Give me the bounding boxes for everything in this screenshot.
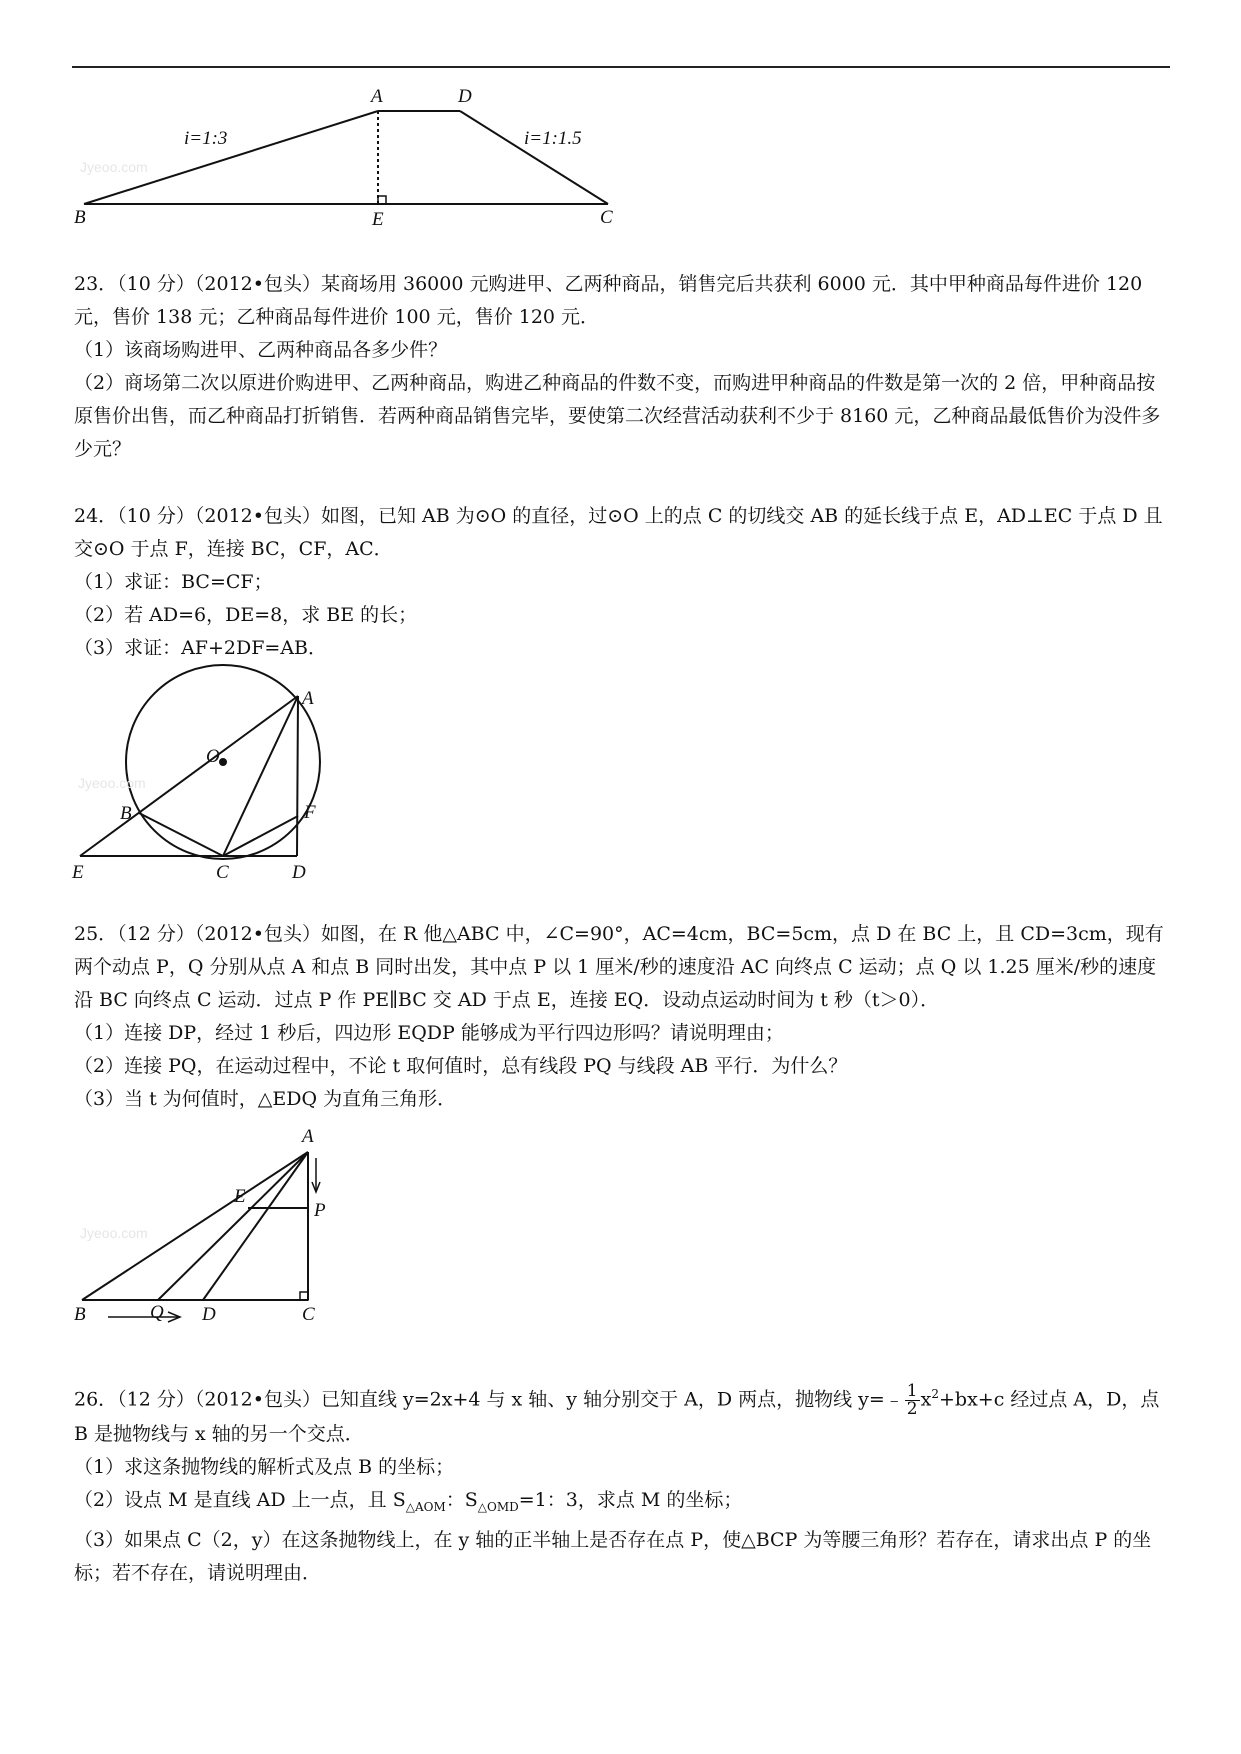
question-23 xyxy=(74,268,1168,466)
segment-AD xyxy=(297,696,298,856)
figure-circle xyxy=(60,670,360,890)
q26-part2-b: ：S xyxy=(445,1488,478,1511)
label-E: E xyxy=(72,862,84,883)
label-B: B xyxy=(120,803,132,824)
q24-part-1: （1）求证：BC=CF； xyxy=(74,571,273,593)
q26-part2-sub-omd: △OMD xyxy=(477,1499,519,1514)
segment-AD xyxy=(203,1152,308,1300)
q26-stem-c: +bx+c 经过点 A，D，点 B 是抛物线与 x 轴的另一个交点． xyxy=(74,1388,1160,1445)
label-B: B xyxy=(74,1304,86,1325)
q23-part-1: （1）该商场购进甲、乙两种商品各多少件？ xyxy=(74,339,448,361)
header-rule xyxy=(72,66,1170,68)
watermark: Jyeoo.com xyxy=(80,159,148,175)
right-angle-mark xyxy=(300,1292,308,1300)
q25-part-3: （3）当 t 为何值时，△EDQ 为直角三角形． xyxy=(74,1088,457,1110)
segment-AC xyxy=(223,696,298,856)
q25-stem: 25．（12 分）（2012•包头）如图，在 R 他△ABC 中，∠C=90°，AC=4cm，BC=5cm，点 D 在 BC 上，且 CD=3cm，现有两个动点 P，Q 分别从点 A 和点 B 同时出发，其中点 P 以 1 厘米/秒的速度沿 AC 向终点 C 运动；点 Q 以 1.25 厘米/秒的速度沿 BC 向终点 C 运动．过点 P 作 PE∥BC 交 AD 于点 E，连接 EQ．设动点运动时间为 t 秒（t＞0）． xyxy=(74,923,1164,1011)
center-O-dot xyxy=(219,758,227,766)
q24-part-3: （3）求证：AF+2DF=AB． xyxy=(74,637,328,659)
q26-part-1: （1）求这条抛物线的解析式及点 B 的坐标； xyxy=(74,1455,455,1478)
q26-part2-c: =1：3，求点 M 的坐标； xyxy=(518,1488,743,1511)
q26-part-3: （3）如果点 C（2，y）在这条抛物线上，在 y 轴的正半轴上是否存在点 P，使△BCP 为等腰三角形？若存在，请求出点 P 的坐标；若不存在，请说明理由． xyxy=(74,1528,1152,1584)
q26-part-2 xyxy=(74,1484,1168,1524)
label-D: D xyxy=(292,862,306,883)
slope-left-label: i=1:3 xyxy=(184,128,228,149)
q23-part-2: （2）商场第二次以原进价购进甲、乙两种商品，购进乙种商品的件数不变，而购进甲种商品的件数是第一次的 2 倍，甲种商品按原售价出售，而乙种商品打折销售．若两种商品销售完毕，要使第二次经营活动获利不少于 8160 元，乙种商品最低售价为没件多少元？ xyxy=(74,372,1161,460)
figure-triangle xyxy=(60,1120,360,1340)
label-P: P xyxy=(314,1200,326,1221)
q26-part2-sub-aom: △AOM xyxy=(405,1499,446,1514)
q24-stem: 24．（10 分）（2012•包头）如图，已知 AB 为⊙O 的直径，过⊙O 上的点 C 的切线交 AB 的延长线于点 E，AD⊥EC 于点 D 且交⊙O 于点 F，连接 BC，CF，AC． xyxy=(74,505,1163,560)
slope-right-label: i=1:1.5 xyxy=(524,128,582,149)
label-Q: Q xyxy=(150,1302,164,1323)
question-24 xyxy=(74,500,1168,665)
label-C: C xyxy=(600,207,613,228)
label-A: A xyxy=(371,86,383,107)
label-C: C xyxy=(302,1304,315,1325)
watermark: Jyeoo.com xyxy=(80,1225,148,1241)
figure-slope xyxy=(60,80,660,240)
q25-part-2: （2）连接 PQ，在运动过程中，不论 t 取何值时，总有线段 PQ 与线段 AB 平行．为什么？ xyxy=(74,1055,848,1077)
label-F: F xyxy=(304,802,316,823)
q26-exponent: 2 xyxy=(931,1387,939,1401)
q24-part-2: （2）若 AD=6，DE=8，求 BE 的长； xyxy=(74,604,418,626)
fraction-numerator: 1 xyxy=(906,1380,918,1401)
label-B: B xyxy=(74,207,86,228)
q26-part2-a: （2）设点 M 是直线 AD 上一点，且 S xyxy=(74,1488,406,1511)
label-D: D xyxy=(458,86,472,107)
label-D: D xyxy=(202,1304,216,1325)
q26-stem-b: x xyxy=(920,1388,932,1411)
q25-part-1: （1）连接 DP，经过 1 秒后，四边形 EQDP 能够成为平行四边形吗？请说明理由； xyxy=(74,1022,784,1044)
q23-stem: 23．（10 分）（2012•包头）某商场用 36000 元购进甲、乙两种商品，销售完后共获利 6000 元．其中甲种商品每件进价 120 元，售价 138 元；乙种商品每件进价 100 元，售价 120 元． xyxy=(74,273,1143,328)
label-A: A xyxy=(302,688,314,709)
label-E: E xyxy=(234,1186,246,1207)
segment-BA xyxy=(84,111,378,204)
fraction-denominator: 2 xyxy=(906,1398,918,1419)
q26-stem-a: 26．（12 分）（2012•包头）已知直线 y=2x+4 与 x 轴、y 轴分别交于 A，D 两点，抛物线 y=﹣ xyxy=(74,1388,904,1411)
segment-DC xyxy=(460,111,608,204)
question-25 xyxy=(74,918,1168,1116)
label-E: E xyxy=(372,209,384,230)
right-angle-mark xyxy=(378,196,386,204)
label-O: O xyxy=(206,746,220,767)
watermark: Jyeoo.com xyxy=(78,775,146,791)
fraction-one-half xyxy=(905,1380,920,1419)
question-26 xyxy=(74,1378,1168,1590)
label-A: A xyxy=(302,1126,314,1147)
q26-stem xyxy=(74,1378,1168,1451)
segment-AQ xyxy=(158,1152,308,1300)
label-C: C xyxy=(216,862,229,883)
